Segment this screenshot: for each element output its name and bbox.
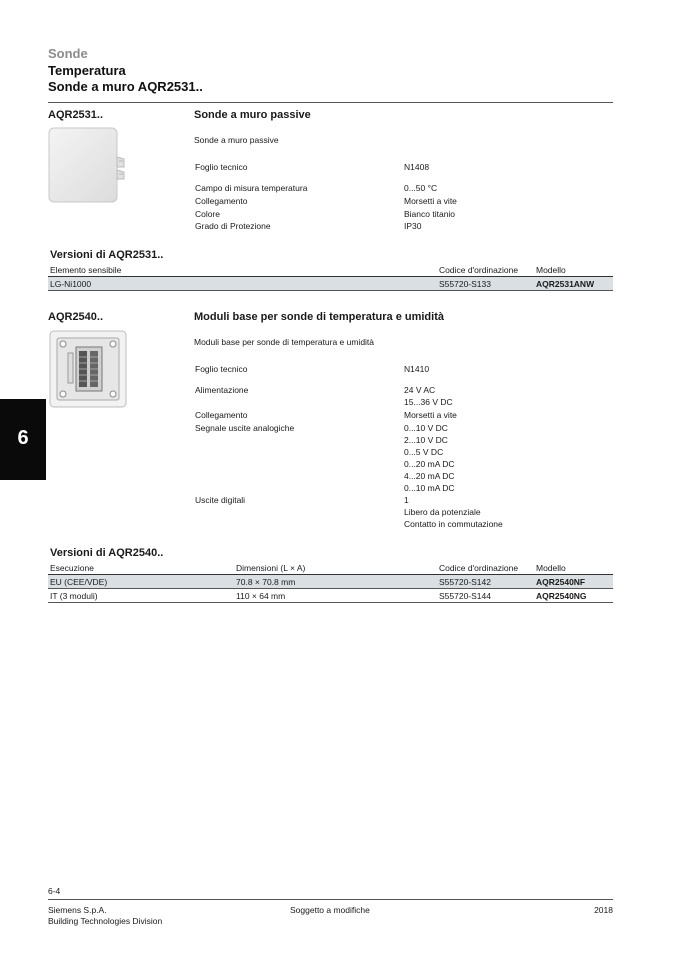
table-header-row [48,561,613,575]
product-image-aqr2540 [48,329,128,409]
spec-label: Foglio tecnico [195,364,248,374]
table-cell: AQR2540NG [534,589,613,603]
table-header-row [48,263,613,277]
spec-value: 0...5 V DC [404,447,444,457]
spec-label: Collegamento [195,196,248,206]
spec-label: Colore [195,209,221,219]
table-cell: AQR2531ANW [534,277,613,291]
table-cell: S55720-S133 [437,277,534,291]
table-cell: S55720-S144 [437,589,534,603]
versions-table-aqr2540 [48,561,613,603]
table-cell: 110 × 64 mm [234,589,437,603]
footer-note: Soggetto a modifiche [290,905,370,915]
spec-value: 0...10 mA DC [404,483,455,493]
product-description: Moduli base per sonde di temperatura e umidità [194,337,375,347]
spec-value: 15...36 V DC [404,397,453,407]
spec-label: Campo di misura temperatura [195,183,308,193]
column-header: Codice d'ordinazione [437,263,534,277]
spec-label: Alimentazione [195,385,249,395]
product-title: Sonde a muro passive [194,109,311,121]
table-row [48,589,613,603]
spec-label: Segnale uscite analogiche [195,423,295,433]
spec-value: 0...50 °C [404,183,438,193]
table-cell: EU (CEE/VDE) [48,575,234,589]
spec-value: Bianco titanio [404,209,456,219]
spec-value: 1 [404,495,409,505]
table-cell: LG-Ni1000 [48,277,437,291]
spec-value: Contatto in commutazione [404,519,503,529]
column-header: Elemento sensibile [48,263,437,277]
product-code: AQR2540.. [48,311,104,323]
product-code: AQR2531.. [48,109,104,121]
spec-value: N1410 [404,364,430,374]
column-header: Esecuzione [48,561,234,575]
column-header: Modello [534,561,613,575]
spec-label: Grado di Protezione [195,221,271,231]
chapter-tab [0,399,46,480]
spec-value: Libero da potenziale [404,507,481,517]
section-category: Sonde [48,46,88,61]
table-cell: 70.8 × 70.8 mm [234,575,437,589]
versions-table-aqr2531 [48,263,613,291]
spec-value: N1408 [404,162,430,172]
chapter-number: 6 [17,427,29,449]
spec-label: Uscite digitali [195,495,246,505]
versions-title: Versioni di AQR2531.. [50,249,164,261]
table-cell: S55720-S142 [437,575,534,589]
spec-label: Collegamento [195,410,248,420]
section-subcategory: Temperatura [48,63,126,78]
spec-value: 4...20 mA DC [404,471,455,481]
footer-division: Building Technologies Division [48,916,163,926]
page-title: Sonde a muro AQR2531.. [48,79,203,94]
footer-year: 2018 [594,905,613,915]
spec-value: Morsetti a vite [404,410,457,420]
footer-divider [48,899,613,900]
product-title: Moduli base per sonde di temperatura e umidità [194,311,444,323]
spec-value: IP30 [404,221,422,231]
column-header: Codice d'ordinazione [437,561,534,575]
spec-label: Foglio tecnico [195,162,248,172]
table-cell: IT (3 moduli) [48,589,234,603]
product-image-aqr2531 [48,127,132,205]
product-description: Sonde a muro passive [194,135,279,145]
page-number: 6-4 [48,886,61,896]
spec-value: 0...20 mA DC [404,459,455,469]
spec-value: 0...10 V DC [404,423,448,433]
table-row [48,277,613,291]
table-row [48,575,613,589]
spec-value: 2...10 V DC [404,435,448,445]
spec-value: Morsetti a vite [404,196,457,206]
footer-company: Siemens S.p.A. [48,905,107,915]
table-cell: AQR2540NF [534,575,613,589]
versions-title: Versioni di AQR2540.. [50,547,164,559]
column-header: Dimensioni (L × A) [234,561,437,575]
header-divider [48,102,613,103]
spec-value: 24 V AC [404,385,436,395]
column-header: Modello [534,263,613,277]
